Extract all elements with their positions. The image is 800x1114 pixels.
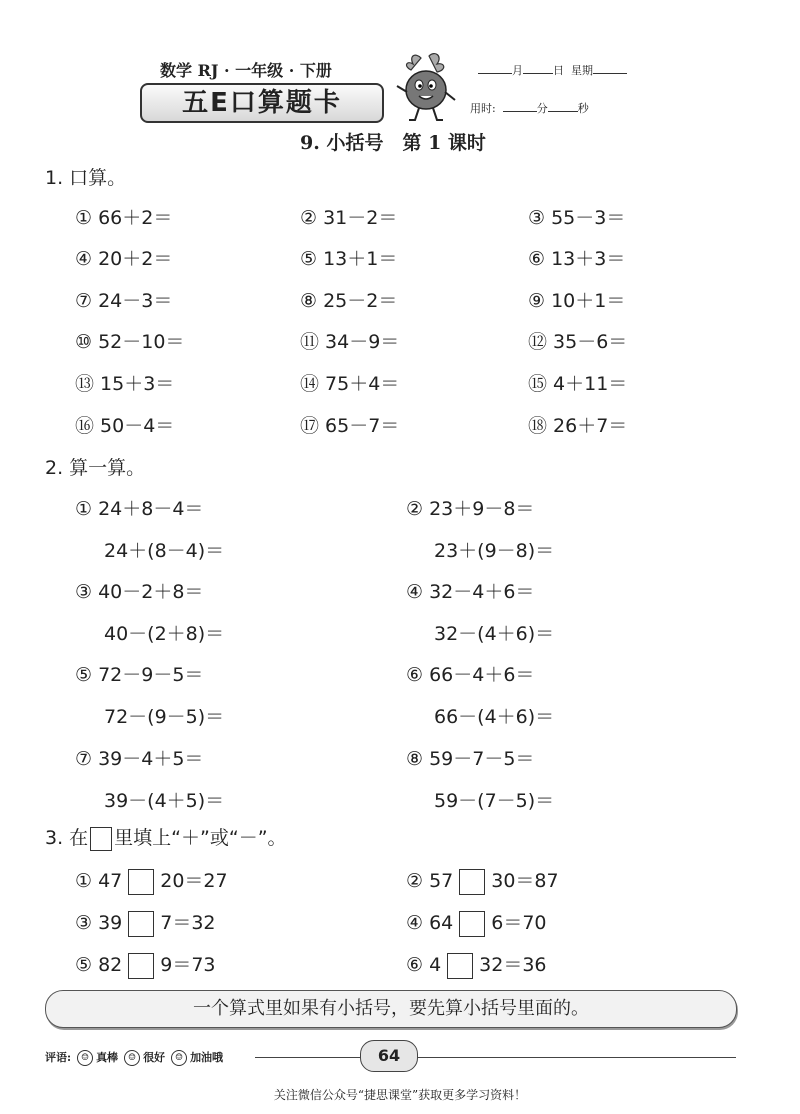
oral-problem: ⑦ 24－3＝	[75, 290, 173, 312]
calc-problem-paren: 39－(4＋5)＝	[104, 790, 225, 812]
page-number: 64	[360, 1040, 418, 1072]
fill-sign-problem: ① 47 20＝27	[75, 866, 228, 895]
oral-problem: ① 66＋2＝	[75, 207, 173, 229]
radish-mascot-icon	[393, 52, 463, 124]
fill-sign-problem: ⑤ 82 9＝73	[75, 950, 216, 979]
answer-box[interactable]	[459, 911, 485, 937]
calc-problem: ③ 40－2＋8＝	[75, 581, 204, 603]
eval-option-great: 真棒	[96, 1051, 119, 1064]
minute-label: 分	[536, 102, 548, 115]
grin-face-icon: ☺	[77, 1050, 93, 1066]
time-label: 用时:	[470, 102, 496, 115]
date-fill-line	[478, 62, 627, 78]
oral-problem: ⑤ 13＋1＝	[300, 248, 398, 270]
answer-box[interactable]	[459, 869, 485, 895]
eval-option-good: 很好	[143, 1051, 166, 1064]
oral-problem: ⑩ 52－10＝	[75, 331, 185, 353]
calc-problem-paren: 24＋(8－4)＝	[104, 540, 225, 562]
lesson-title: 9. 小括号 第 1 课时	[300, 132, 486, 154]
calc-problem-paren: 32－(4＋6)＝	[434, 623, 555, 645]
cheer-face-icon: ☺	[171, 1050, 187, 1066]
oral-problem: ⑱ 26＋7＝	[528, 415, 628, 437]
section3-heading	[45, 823, 287, 851]
section1-heading: 1. 口算。	[45, 167, 127, 189]
oral-problem: ⑯ 50－4＝	[75, 415, 175, 437]
answer-box[interactable]	[447, 953, 473, 979]
answer-box[interactable]	[128, 869, 154, 895]
section3-heading-pre: 3. 在	[45, 827, 89, 849]
section2-heading: 2. 算一算。	[45, 457, 146, 479]
calc-problem-paren: 72－(9－5)＝	[104, 706, 225, 728]
answer-box[interactable]	[128, 953, 154, 979]
calc-problem: ⑤ 72－9－5＝	[75, 664, 204, 686]
oral-problem: ② 31－2＝	[300, 207, 398, 229]
oral-problem: ⑫ 35－6＝	[528, 331, 628, 353]
weekday-label: 星期	[571, 64, 593, 77]
bottom-note: 关注微信公众号“捷思课堂”获取更多学习资料！	[273, 1088, 527, 1102]
oral-problem: ④ 20＋2＝	[75, 248, 173, 270]
calc-problem-paren: 59－(7－5)＝	[434, 790, 555, 812]
oral-problem: ③ 55－3＝	[528, 207, 626, 229]
time-fill-line	[470, 100, 589, 116]
oral-problem: ⑧ 25－2＝	[300, 290, 398, 312]
evaluation-label: 评语:	[45, 1051, 72, 1064]
month-label: 月	[512, 64, 523, 77]
eval-option-keep-going: 加油哦	[190, 1051, 224, 1064]
card-title: 五E口算题卡	[140, 83, 384, 123]
oral-problem: ⑥ 13＋3＝	[528, 248, 626, 270]
calc-problem: ⑦ 39－4＋5＝	[75, 748, 204, 770]
book-subtitle: 数学 RJ · 一年级 · 下册	[160, 61, 332, 80]
calc-problem: ④ 32－4＋6＝	[406, 581, 535, 603]
calc-problem-paren: 66－(4＋6)＝	[434, 706, 555, 728]
oral-problem: ⑨ 10＋1＝	[528, 290, 626, 312]
oral-problem: ⑮ 4＋11＝	[528, 373, 628, 395]
second-label: 秒	[577, 102, 589, 115]
calc-problem-paren: 40－(2＋8)＝	[104, 623, 225, 645]
smile-face-icon: ☺	[124, 1050, 140, 1066]
oral-problem: ⑬ 15＋3＝	[75, 373, 175, 395]
section3-heading-post: 里填上“＋”或“－”。	[114, 827, 287, 849]
tip-banner: 一个算式里如果有小括号，要先算小括号里面的。	[45, 990, 737, 1028]
calc-problem-paren: 23＋(9－8)＝	[434, 540, 555, 562]
fill-sign-problem: ③ 39 7＝32	[75, 908, 216, 937]
calc-problem: ② 23＋9－8＝	[406, 498, 535, 520]
day-label: 日	[553, 64, 564, 77]
answer-box[interactable]	[128, 911, 154, 937]
oral-problem: ⑭ 75＋4＝	[300, 373, 400, 395]
footer-rule-left	[255, 1057, 360, 1058]
calc-problem: ⑧ 59－7－5＝	[406, 748, 535, 770]
footer-rule-right	[416, 1057, 736, 1058]
fill-sign-problem: ② 57 30＝87	[406, 866, 559, 895]
oral-problem: ⑪ 34－9＝	[300, 331, 400, 353]
fill-sign-problem: ④ 64 6＝70	[406, 908, 547, 937]
oral-problem: ⑰ 65－7＝	[300, 415, 400, 437]
calc-problem: ⑥ 66－4＋6＝	[406, 664, 535, 686]
fill-sign-problem: ⑥ 4 32＝36	[406, 950, 547, 979]
calc-problem: ① 24＋8－4＝	[75, 498, 204, 520]
blank-box-icon	[90, 827, 112, 851]
evaluation-row	[45, 1049, 223, 1066]
